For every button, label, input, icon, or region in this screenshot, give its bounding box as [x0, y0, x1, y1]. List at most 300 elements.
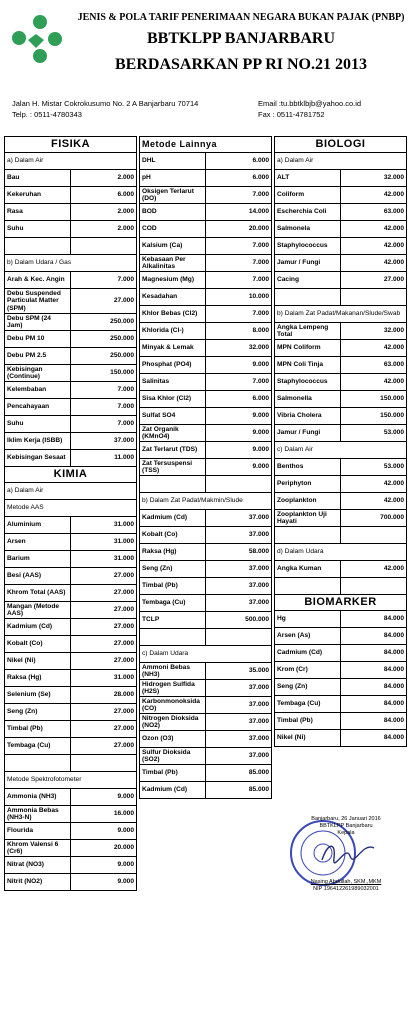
parameter-name: Kobalt (Co) [5, 636, 71, 653]
parameter-name: MPN Coliform [275, 340, 341, 357]
tariff-value: 42.000 [341, 493, 407, 510]
tariff-value: 37.000 [206, 680, 272, 697]
tariff-value: 37.000 [206, 748, 272, 765]
tariff-value: 9.000 [71, 857, 137, 874]
tariff-value: 27.000 [71, 704, 137, 721]
parameter-name: Salmonela [275, 221, 341, 238]
table-row [5, 874, 137, 891]
parameter-name: Rasa [5, 204, 71, 221]
parameter-name: TCLP [140, 612, 206, 629]
table-row [140, 391, 272, 408]
table-row [140, 697, 272, 714]
parameter-name: Besi (AAS) [5, 568, 71, 585]
tariff-value: 7.000 [206, 238, 272, 255]
parameter-name: Zat Terlarut (TDS) [140, 442, 206, 459]
parameter-name: Cadmium (Cd) [275, 645, 341, 662]
parameter-name: Timbal (Pb) [275, 713, 341, 730]
parameter-name: Magnesium (Mg) [140, 272, 206, 289]
tariff-value: 9.000 [206, 442, 272, 459]
phone-line: Telp. : 0511-4780343 [12, 110, 82, 119]
table-row [275, 459, 407, 476]
tariff-value: 9.000 [71, 823, 137, 840]
fisika-heading: FISIKA [5, 137, 137, 153]
tariff-value: 27.000 [341, 272, 407, 289]
table-row [5, 602, 137, 619]
biomarker-heading: BIOMARKER [275, 595, 407, 611]
tariff-value: 150.000 [71, 365, 137, 382]
table-row [5, 399, 137, 416]
table-row [140, 544, 272, 561]
table-row [5, 721, 137, 738]
tariff-value: 84.000 [341, 696, 407, 713]
tariff-value: 42.000 [341, 238, 407, 255]
tariff-value: 37.000 [206, 697, 272, 714]
parameter-name: Suhu [5, 221, 71, 238]
tariff-value: 10.000 [206, 289, 272, 306]
tariff-value: 9.000 [206, 357, 272, 374]
parameter-name: Zooplankton Uji Hayati [275, 510, 341, 527]
table-row [275, 187, 407, 204]
tariff-value: 53.000 [341, 425, 407, 442]
parameter-name: Minyak & Lemak [140, 340, 206, 357]
parameter-name: ALT [275, 170, 341, 187]
tariff-value: 85.000 [206, 765, 272, 782]
sign-role: Kepala [337, 830, 355, 836]
parameter-name: Aluminium [5, 517, 71, 534]
table-row [275, 272, 407, 289]
table-row [5, 289, 137, 314]
sign-office: BBTKLPP Banjarbaru [319, 823, 373, 829]
section-label: a) Dalam Air [5, 483, 137, 500]
table-row [140, 612, 272, 629]
tariff-value: 16.000 [71, 806, 137, 823]
contact-block [258, 98, 361, 120]
tariff-value: 2.000 [71, 221, 137, 238]
tariff-value: 27.000 [71, 289, 137, 314]
table-row [275, 425, 407, 442]
table-row [140, 340, 272, 357]
tariff-value: 700.000 [341, 510, 407, 527]
tariff-value: 250.000 [71, 331, 137, 348]
parameter-name: Seng (Zn) [140, 561, 206, 578]
table-row [275, 204, 407, 221]
tariff-value: 7.000 [206, 255, 272, 272]
table-row [140, 782, 272, 799]
parameter-name: Tembaga (Cu) [5, 738, 71, 755]
tariff-value: 27.000 [71, 721, 137, 738]
table-row [5, 170, 137, 187]
table-row [5, 585, 137, 602]
table-row [140, 731, 272, 748]
tariff-value: 2.000 [71, 170, 137, 187]
fisika-kimia-column [4, 136, 137, 891]
table-row [275, 662, 407, 679]
tariff-value: 42.000 [341, 561, 407, 578]
parameter-name: Tembaga (Cu) [140, 595, 206, 612]
parameter-name: Timbal (Pb) [140, 765, 206, 782]
tariff-value: 42.000 [341, 340, 407, 357]
parameter-name: Nikel (Ni) [275, 730, 341, 747]
tariff-value: 7.000 [71, 272, 137, 289]
table-row [5, 517, 137, 534]
tariff-value: 250.000 [71, 314, 137, 331]
table-row [275, 611, 407, 628]
parameter-name: Hidrogen Sulfida (H2S) [140, 680, 206, 697]
parameter-name: Khrom Valensi 6 (Cr6) [5, 840, 71, 857]
table-row [140, 442, 272, 459]
tariff-value: 37.000 [206, 714, 272, 731]
table-row [140, 306, 272, 323]
parameter-name: Suhu [5, 416, 71, 433]
table-row [5, 619, 137, 636]
parameter-name: Ammoni Bebas (NH3) [140, 663, 206, 680]
table-row [140, 255, 272, 272]
parameter-name: Jamur / Fungi [275, 425, 341, 442]
tariff-value: 500.000 [206, 612, 272, 629]
section-label: b) Dalam Zat Padat/Makanan/Slude/Swab [275, 306, 407, 323]
table-row [5, 704, 137, 721]
parameter-name: DHL [140, 153, 206, 170]
table-row [275, 628, 407, 645]
parameter-name: Seng (Zn) [275, 679, 341, 696]
parameter-name: Selenium (Se) [5, 687, 71, 704]
table-row [275, 561, 407, 578]
table-row [275, 255, 407, 272]
table-row [140, 510, 272, 527]
tariff-value: 84.000 [341, 611, 407, 628]
parameter-name: Bau [5, 170, 71, 187]
table-row [5, 636, 137, 653]
tariff-value: 84.000 [341, 679, 407, 696]
parameter-name: Zat Organik (KMnO4) [140, 425, 206, 442]
tariff-value: 27.000 [71, 585, 137, 602]
section-label: c) Dalam Air [275, 442, 407, 459]
parameter-name: Jamur / Fungi [275, 255, 341, 272]
tariff-value: 32.000 [341, 170, 407, 187]
table-row [275, 730, 407, 747]
tariff-value: 6.000 [206, 170, 272, 187]
parameter-name: Escherchia Coli [275, 204, 341, 221]
left-table [4, 136, 137, 891]
tariff-value: 53.000 [341, 459, 407, 476]
table-row [140, 408, 272, 425]
tariff-value: 63.000 [341, 357, 407, 374]
sign-nip: NIP 196412261989032001 [313, 886, 379, 892]
table-row [275, 238, 407, 255]
parameter-name: Ammonia (NH3) [5, 789, 71, 806]
parameter-name: Krom (Cr) [275, 662, 341, 679]
tariff-value: 27.000 [71, 653, 137, 670]
tariff-value: 9.000 [71, 789, 137, 806]
table-row [140, 289, 272, 306]
email-line: Email :tu.bbtklbjb@yahoo.co.id [258, 99, 362, 108]
table-row [5, 534, 137, 551]
metode-lainnya-column [139, 136, 272, 799]
table-row [140, 714, 272, 731]
table-row [140, 748, 272, 765]
parameter-name: Kelembaban [5, 382, 71, 399]
tariff-value: 32.000 [206, 340, 272, 357]
table-row [5, 568, 137, 585]
table-row [5, 348, 137, 365]
parameter-name: Benthos [275, 459, 341, 476]
table-row [5, 187, 137, 204]
tariff-value: 37.000 [206, 561, 272, 578]
tariff-value: 6.000 [71, 187, 137, 204]
tariff-value: 6.000 [206, 391, 272, 408]
table-row [140, 459, 272, 476]
table-row [140, 153, 272, 170]
table-row [140, 170, 272, 187]
tariff-value: 27.000 [71, 619, 137, 636]
tariff-value: 7.000 [206, 306, 272, 323]
parameter-name: Zat Tersuspensi (TSS) [140, 459, 206, 476]
parameter-name: Pencahayaan [5, 399, 71, 416]
table-row [5, 272, 137, 289]
parameter-name: COD [140, 221, 206, 238]
table-row [275, 221, 407, 238]
parameter-name: Salmonella [275, 391, 341, 408]
table-row [140, 578, 272, 595]
table-row [275, 391, 407, 408]
parameter-name: Staphylococcus [275, 238, 341, 255]
table-row [140, 595, 272, 612]
fax-line: Fax : 0511-4781752 [258, 110, 325, 119]
table-row [275, 510, 407, 527]
parameter-name: Khlor Bebas (Cl2) [140, 306, 206, 323]
tariff-value: 37.000 [71, 433, 137, 450]
parameter-name: Oksigen Terlarut (DO) [140, 187, 206, 204]
sign-place-date: Banjarbaru, 26 Januari 2016 [311, 816, 381, 822]
tariff-value: 84.000 [341, 662, 407, 679]
parameter-name: Kebisingan (Continue) [5, 365, 71, 382]
header-line-1: JENIS & POLA TARIF PENERIMAAN NEGARA BUKAN PAJAK (PNBP) [77, 12, 405, 23]
tariff-value: 63.000 [341, 204, 407, 221]
table-row [140, 680, 272, 697]
section-label: b) Dalam Udara / Gas [5, 255, 137, 272]
table-row [5, 857, 137, 874]
table-row [5, 331, 137, 348]
parameter-name: Kebisingan Sesaat [5, 450, 71, 467]
table-row [140, 374, 272, 391]
table-row [140, 425, 272, 442]
table-row [140, 357, 272, 374]
table-row [5, 204, 137, 221]
parameter-name: Periphyton [275, 476, 341, 493]
parameter-name: Kekeruhan [5, 187, 71, 204]
address-block [12, 98, 198, 120]
tariff-value: 31.000 [71, 534, 137, 551]
table-row [140, 527, 272, 544]
tariff-value: 7.000 [71, 382, 137, 399]
tariff-value: 7.000 [71, 399, 137, 416]
right-table [274, 136, 407, 747]
metode-lainnya-heading: Metode Lainnya [140, 137, 272, 153]
tariff-value: 37.000 [206, 510, 272, 527]
tariff-value: 58.000 [206, 544, 272, 561]
parameter-name: BOD [140, 204, 206, 221]
tariff-value: 7.000 [71, 416, 137, 433]
parameter-name: Debu PM 10 [5, 331, 71, 348]
tariff-value: 42.000 [341, 187, 407, 204]
parameter-name: Kadmium (Cd) [5, 619, 71, 636]
tariff-value: 150.000 [341, 408, 407, 425]
parameter-name: Debu SPM (24 Jam) [5, 314, 71, 331]
section-label: b) Dalam Zat Padat/Makmin/Slude [140, 493, 272, 510]
tariff-value: 37.000 [206, 595, 272, 612]
tariff-value: 9.000 [71, 874, 137, 891]
parameter-name: Nitrat (NO3) [5, 857, 71, 874]
table-row [5, 670, 137, 687]
table-row [275, 357, 407, 374]
tariff-value: 32.000 [341, 323, 407, 340]
tariff-value: 14.000 [206, 204, 272, 221]
parameter-name: Sisa Khlor (Cl2) [140, 391, 206, 408]
tariff-value: 84.000 [341, 645, 407, 662]
table-row [5, 450, 137, 467]
parameter-name: Arsen [5, 534, 71, 551]
table-row [275, 340, 407, 357]
table-row [275, 323, 407, 340]
tariff-value: 7.000 [206, 374, 272, 391]
tariff-value: 9.000 [206, 425, 272, 442]
parameter-name: Ammonia Bebas (NH3-N) [5, 806, 71, 823]
table-row [275, 476, 407, 493]
parameter-name: Raksa (Hg) [5, 670, 71, 687]
section-label: Metode AAS [5, 500, 137, 517]
tariff-value: 27.000 [71, 568, 137, 585]
table-row [5, 416, 137, 433]
parameter-name: Timbal (Pb) [140, 578, 206, 595]
section-label: a) Dalam Air [5, 153, 137, 170]
tariff-value: 42.000 [341, 374, 407, 391]
parameter-name: Debu Suspended Particulat Matter (SPM) [5, 289, 71, 314]
parameter-name: Mangan (Metode AAS) [5, 602, 71, 619]
tariff-value: 84.000 [341, 730, 407, 747]
table-row [5, 738, 137, 755]
tariff-value: 6.000 [206, 153, 272, 170]
biologi-heading: BIOLOGI [275, 137, 407, 153]
sign-name: Nasing Abdullah, SKM.,MKM [310, 879, 382, 885]
tariff-value: 42.000 [341, 221, 407, 238]
table-row [5, 551, 137, 568]
table-row [140, 221, 272, 238]
table-row [5, 789, 137, 806]
tariff-value: 84.000 [341, 628, 407, 645]
tariff-value: 84.000 [341, 713, 407, 730]
section-label: d) Dalam Udara [275, 544, 407, 561]
table-row [275, 645, 407, 662]
parameter-name: Kalsium (Ca) [140, 238, 206, 255]
tariff-value: 9.000 [206, 408, 272, 425]
tariff-value: 42.000 [341, 476, 407, 493]
parameter-name: Debu PM 2.5 [5, 348, 71, 365]
table-row [5, 840, 137, 857]
parameter-name: Timbal (Pb) [5, 721, 71, 738]
section-label: c) Dalam Udara [140, 646, 272, 663]
middle-table [139, 136, 272, 799]
parameter-name: Sulfat SO4 [140, 408, 206, 425]
parameter-name: Ozon (O3) [140, 731, 206, 748]
table-row [140, 187, 272, 204]
parameter-name: Karbonmonoksida (CO) [140, 697, 206, 714]
parameter-name: pH [140, 170, 206, 187]
parameter-name: Arsen (As) [275, 628, 341, 645]
parameter-name: Kadmium (Cd) [140, 510, 206, 527]
parameter-name: Raksa (Hg) [140, 544, 206, 561]
parameter-name: Staphylococcus [275, 374, 341, 391]
tariff-value: 35.000 [206, 663, 272, 680]
parameter-name: Tembaga (Cu) [275, 696, 341, 713]
parameter-name: Vibria Cholera [275, 408, 341, 425]
table-row [5, 653, 137, 670]
table-row [5, 823, 137, 840]
table-row [5, 687, 137, 704]
tariff-value: 37.000 [206, 527, 272, 544]
parameter-name: Seng (Zn) [5, 704, 71, 721]
table-row [275, 170, 407, 187]
table-row [5, 365, 137, 382]
parameter-name: Salinitas [140, 374, 206, 391]
section-label: a) Dalam Air [275, 153, 407, 170]
tariff-value: 28.000 [71, 687, 137, 704]
tariff-value: 8.000 [206, 323, 272, 340]
parameter-name: Coliform [275, 187, 341, 204]
header-line-3: BERDASARKAN PP RI NO.21 2013 [114, 56, 367, 73]
tariff-value: 11.000 [71, 450, 137, 467]
table-row [140, 272, 272, 289]
address-line: Jalan H. Mistar Cokrokusumo No. 2 A Banjarbaru 70714 [12, 99, 199, 108]
parameter-name: Iklim Kerja (ISBB) [5, 433, 71, 450]
table-row [140, 204, 272, 221]
table-row [275, 696, 407, 713]
table-row [140, 663, 272, 680]
parameter-name: Khrom Total (AAS) [5, 585, 71, 602]
parameter-name: Angka Lempeng Total [275, 323, 341, 340]
table-row [275, 713, 407, 730]
parameter-name: Nitrogen Dioksida (NO2) [140, 714, 206, 731]
parameter-name: Phosphat (PO4) [140, 357, 206, 374]
table-row [5, 221, 137, 238]
signature-block [284, 816, 408, 893]
table-row [140, 238, 272, 255]
parameter-name: Zooplankton [275, 493, 341, 510]
tariff-value: 42.000 [341, 255, 407, 272]
parameter-name: Kebasaan Per Alkalinitas [140, 255, 206, 272]
table-row [275, 493, 407, 510]
table-row [5, 382, 137, 399]
parameter-name: Khlorida (Cl-) [140, 323, 206, 340]
parameter-name: Sulfur Dioksida (SO2) [140, 748, 206, 765]
tariff-value: 20.000 [71, 840, 137, 857]
parameter-name: Cacing [275, 272, 341, 289]
parameter-name: Nikel (Ni) [5, 653, 71, 670]
tariff-value: 27.000 [71, 738, 137, 755]
tariff-value: 27.000 [71, 636, 137, 653]
parameter-name: Kobalt (Co) [140, 527, 206, 544]
parameter-name: Nitrit (NO2) [5, 874, 71, 891]
parameter-name: Barium [5, 551, 71, 568]
tariff-value: 37.000 [206, 731, 272, 748]
table-row [5, 314, 137, 331]
parameter-name: Kadmium (Cd) [140, 782, 206, 799]
parameter-name: Hg [275, 611, 341, 628]
table-row [275, 408, 407, 425]
header-line-2: BBTKLPP BANJARBARU [146, 30, 336, 47]
tariff-value: 27.000 [71, 602, 137, 619]
page-header [0, 0, 410, 130]
kimia-heading: KIMIA [5, 467, 137, 483]
